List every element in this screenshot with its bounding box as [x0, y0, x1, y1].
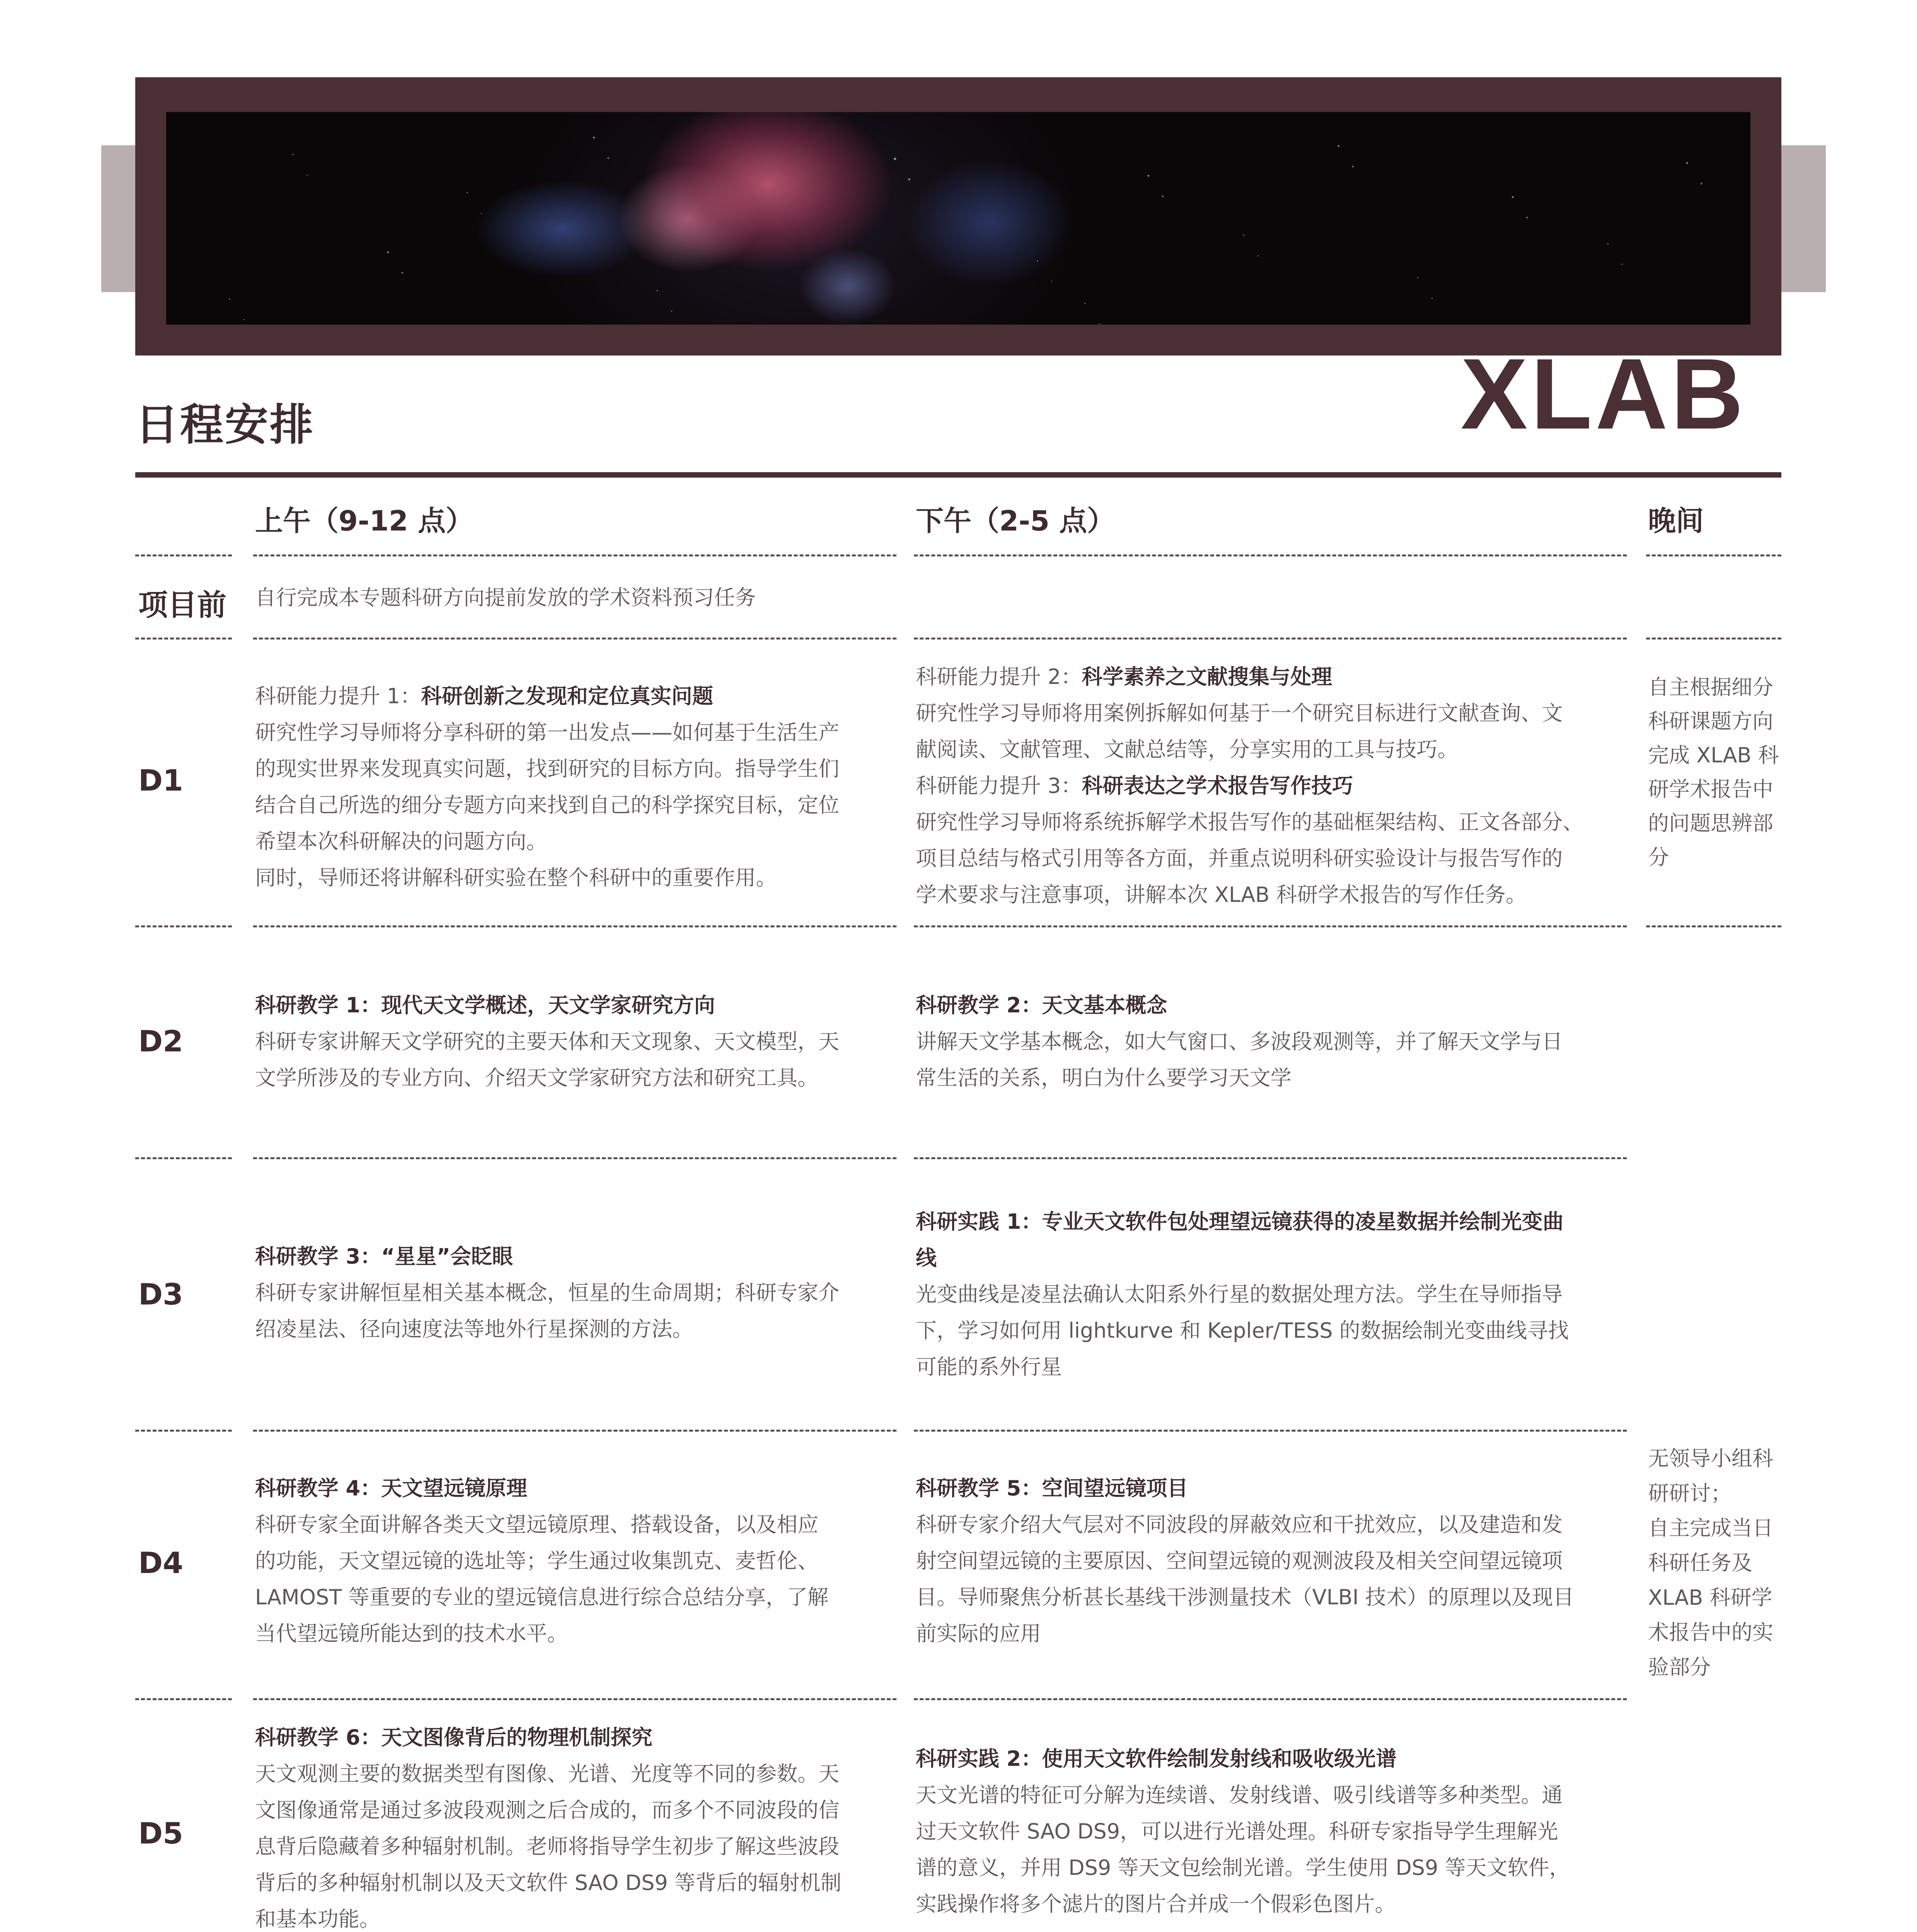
cell-line: 研学术报告中: [1648, 777, 1773, 801]
title-bold: 科研表达之学术报告写作技巧: [1082, 774, 1353, 798]
cell-d1-am: [255, 678, 839, 896]
row-divider: [1646, 554, 1781, 556]
cell-d4-am: [255, 1470, 828, 1652]
row-divider: [1646, 638, 1781, 639]
cell-line: 学术要求与注意事项，讲解本次 XLAB 科研学术报告的写作任务。: [916, 883, 1527, 907]
cell-line: 研究性学习导师将系统拆解学术报告写作的基础框架结构、正文各部分、: [916, 810, 1584, 834]
header-afternoon: 下午（2-5 点）: [916, 505, 1115, 537]
title-bold: 科学素养之文献搜集与处理: [1082, 665, 1332, 689]
cell-line: 天文光谱的特征可分解为连续谱、发射线谱、吸引线谱等多种类型。通: [916, 1783, 1563, 1807]
cell-d4-d5-eve: [1648, 1441, 1773, 1685]
cell-line: 自主根据细分: [1648, 675, 1773, 699]
header-evening: 晚间: [1648, 505, 1704, 537]
cell-line: 背后的多种辐射机制以及天文软件 SAO DS9 等背后的辐射机制: [255, 1871, 842, 1895]
row-divider: [914, 1157, 1627, 1159]
cell-line: 文学所涉及的专业方向、介绍天文学家研究方法和研究工具。: [255, 1066, 818, 1090]
row-divider: [135, 1430, 232, 1432]
row-label-d3: D3: [138, 1277, 183, 1311]
cell-line: 科研专家介绍大气层对不同波段的屏蔽效应和干扰效应，以及建造和发: [916, 1512, 1563, 1537]
cell-line: 科研专家讲解恒星相关基本概念，恒星的生命周期；科研专家介: [255, 1281, 839, 1305]
cell-line: 过天文软件 SAO DS9，可以进行光谱处理。科研专家指导学生理解光: [916, 1819, 1558, 1844]
cell-line: LAMOST 等重要的专业的望远镜信息进行综合总结分享，了解: [255, 1585, 828, 1609]
title-prefix: 科研能力提升 3：: [916, 774, 1082, 798]
cell-pre-am: [255, 580, 756, 616]
cell-line: 术报告中的实: [1648, 1620, 1773, 1645]
row-divider: [914, 554, 1627, 556]
title-bold: 科研创新之发现和定位真实问题: [421, 684, 713, 708]
cell-line: 的问题思辨部: [1648, 811, 1773, 835]
cell-line: 下，学习如何用 lightkurve 和 Kepler/TESS 的数据绘制光变曲线寻找: [916, 1318, 1569, 1343]
cell-line: 项目总结与格式引用等各方面，并重点说明科研实验设计与报告写作的: [916, 846, 1563, 871]
cell-d5-pm: [916, 1741, 1570, 1922]
cell-line: 同时，导师还将讲解科研实验在整个科研中的重要作用。: [255, 866, 777, 890]
row-divider: [253, 1430, 896, 1432]
row-divider: [135, 1698, 232, 1700]
row-divider: [253, 638, 896, 639]
cell-line: 和基本功能。: [255, 1907, 380, 1931]
cell-d4-pm: [916, 1470, 1574, 1652]
cell-d1-eve: [1648, 670, 1779, 874]
cell-line: 绍凌星法、径向速度法等地外行星探测的方法。: [255, 1317, 693, 1341]
cell-line: 自行完成本专题科研方向提前发放的学术资料预习任务: [255, 585, 756, 610]
cell-title: 科研教学 4：天文望远镜原理: [255, 1476, 527, 1500]
cell-line: 科研课题方向: [1648, 709, 1773, 733]
cell-line: 验部分: [1648, 1655, 1711, 1679]
cell-line: 希望本次科研解决的问题方向。: [255, 829, 547, 854]
row-divider: [135, 638, 232, 639]
cell-line: 结合自己所选的细分专题方向来找到自己的科学探究目标，定位: [255, 793, 839, 817]
cell-line: 研究性学习导师将用案例拆解如何基于一个研究目标进行文献查询、文: [916, 701, 1563, 725]
cell-line: 目。导师聚焦分析甚长基线干涉测量技术（VLBI 技术）的原理以及现目: [916, 1585, 1574, 1609]
cell-title: 科研教学 2：天文基本概念: [916, 993, 1167, 1017]
cell-title: 科研实践 1：专业天文软件包处理望远镜获得的凌星数据并绘制光变曲: [916, 1209, 1564, 1234]
cell-title: 科研教学 3：“星星”会眨眼: [255, 1244, 513, 1269]
nebula-banner-image: [166, 112, 1750, 325]
cell-line: 研究性学习导师将分享科研的第一出发点——如何基于生活生产: [255, 720, 839, 745]
cell-line: 讲解天文学基本概念，如大气窗口、多波段观测等，并了解天文学与日: [916, 1029, 1563, 1054]
row-divider: [253, 925, 896, 927]
cell-line: 前实际的应用: [916, 1621, 1041, 1646]
cell-title: [916, 659, 1584, 695]
row-divider: [1646, 925, 1781, 927]
banner-frame: [135, 77, 1781, 355]
cell-line: 实践操作将多个滤片的图片合并成一个假彩色图片。: [916, 1892, 1396, 1916]
row-divider: [135, 925, 232, 927]
row-divider: [914, 638, 1627, 639]
row-label-pre: 项目前: [138, 588, 226, 622]
cell-line: 献阅读、文献管理、文献总结等，分享实用的工具与技巧。: [916, 737, 1458, 762]
cell-line: 息背后隐藏着多种辐射机制。老师将指导学生初步了解这些波段: [255, 1834, 839, 1859]
header-morning: 上午（9-12 点）: [255, 505, 474, 537]
row-label-d5: D5: [138, 1816, 183, 1850]
page-title: 日程安排: [135, 400, 315, 450]
cell-line: 的现实世界来发现真实问题，找到研究的目标方向。指导学生们: [255, 757, 839, 781]
row-divider: [914, 1698, 1627, 1700]
cell-d2-am: [255, 987, 839, 1096]
cell-title: 科研教学 6：天文图像背后的物理机制探究: [255, 1725, 653, 1750]
cell-line: 自主完成当日: [1648, 1516, 1773, 1540]
cell-d3-am: [255, 1238, 839, 1347]
cell-title: 线: [916, 1246, 937, 1270]
cell-title: 科研教学 5：空间望远镜项目: [916, 1476, 1188, 1500]
row-divider: [914, 925, 1627, 927]
title-prefix: 科研能力提升 1：: [255, 684, 421, 708]
row-divider: [253, 1698, 896, 1700]
cell-line: 科研专家全面讲解各类天文望远镜原理、搭载设备，以及相应: [255, 1512, 818, 1537]
cell-line: 射空间望远镜的主要原因、空间望远镜的观测波段及相关空间望远镜项: [916, 1549, 1563, 1573]
cell-title: 科研实践 2：使用天文软件绘制发射线和吸收级光谱: [916, 1747, 1397, 1771]
cell-d3-pm: [916, 1204, 1569, 1385]
cell-line: 科研专家讲解天文学研究的主要天体和天文现象、天文模型，天: [255, 1029, 839, 1054]
cell-line: 可能的系外行星: [916, 1355, 1062, 1379]
cell-line: 光变曲线是凌星法确认太阳系外行星的数据处理方法。学生在导师指导: [916, 1282, 1563, 1306]
cell-title: [916, 768, 1584, 804]
cell-line: XLAB 科研学: [1648, 1585, 1772, 1610]
row-divider: [253, 554, 896, 556]
cell-d2-pm: [916, 987, 1563, 1096]
cell-line: 天文观测主要的数据类型有图像、光谱、光度等不同的参数。天: [255, 1762, 839, 1786]
row-divider: [135, 1157, 232, 1159]
cell-d5-am: [255, 1719, 841, 1932]
cell-title: 科研教学 1：现代天文学概述，天文学家研究方向: [255, 993, 715, 1017]
cell-title: [255, 678, 839, 714]
row-label-d2: D2: [138, 1024, 183, 1058]
row-divider: [135, 554, 232, 556]
cell-line: 文图像通常是通过多波段观测之后合成的，而多个不同波段的信: [255, 1798, 839, 1822]
cell-d1-pm: [916, 659, 1584, 913]
cell-line: 当代望远镜所能达到的技术水平。: [255, 1621, 568, 1646]
title-prefix: 科研能力提升 2：: [916, 665, 1082, 689]
row-divider: [253, 1157, 896, 1159]
cell-line: 的功能，天文望远镜的选址等；学生通过收集凯克、麦哲伦、: [255, 1549, 818, 1573]
row-label-d4: D4: [138, 1546, 183, 1580]
cell-line: 完成 XLAB 科: [1648, 743, 1779, 767]
row-label-d1: D1: [138, 763, 183, 798]
cell-line: 研研讨；: [1648, 1481, 1732, 1505]
cell-line: 科研任务及: [1648, 1551, 1752, 1575]
cell-line: 无领导小组科: [1648, 1446, 1773, 1471]
xlab-logo: XLAB: [1461, 338, 1747, 450]
cell-line: 分: [1648, 845, 1669, 869]
cell-line: 常生活的关系，明白为什么要学习天文学: [916, 1066, 1291, 1090]
row-divider: [914, 1430, 1627, 1432]
cell-line: 谱的意义，并用 DS9 等天文包绘制光谱。学生使用 DS9 等天文软件，: [916, 1855, 1570, 1880]
table-top-rule: [135, 472, 1781, 478]
